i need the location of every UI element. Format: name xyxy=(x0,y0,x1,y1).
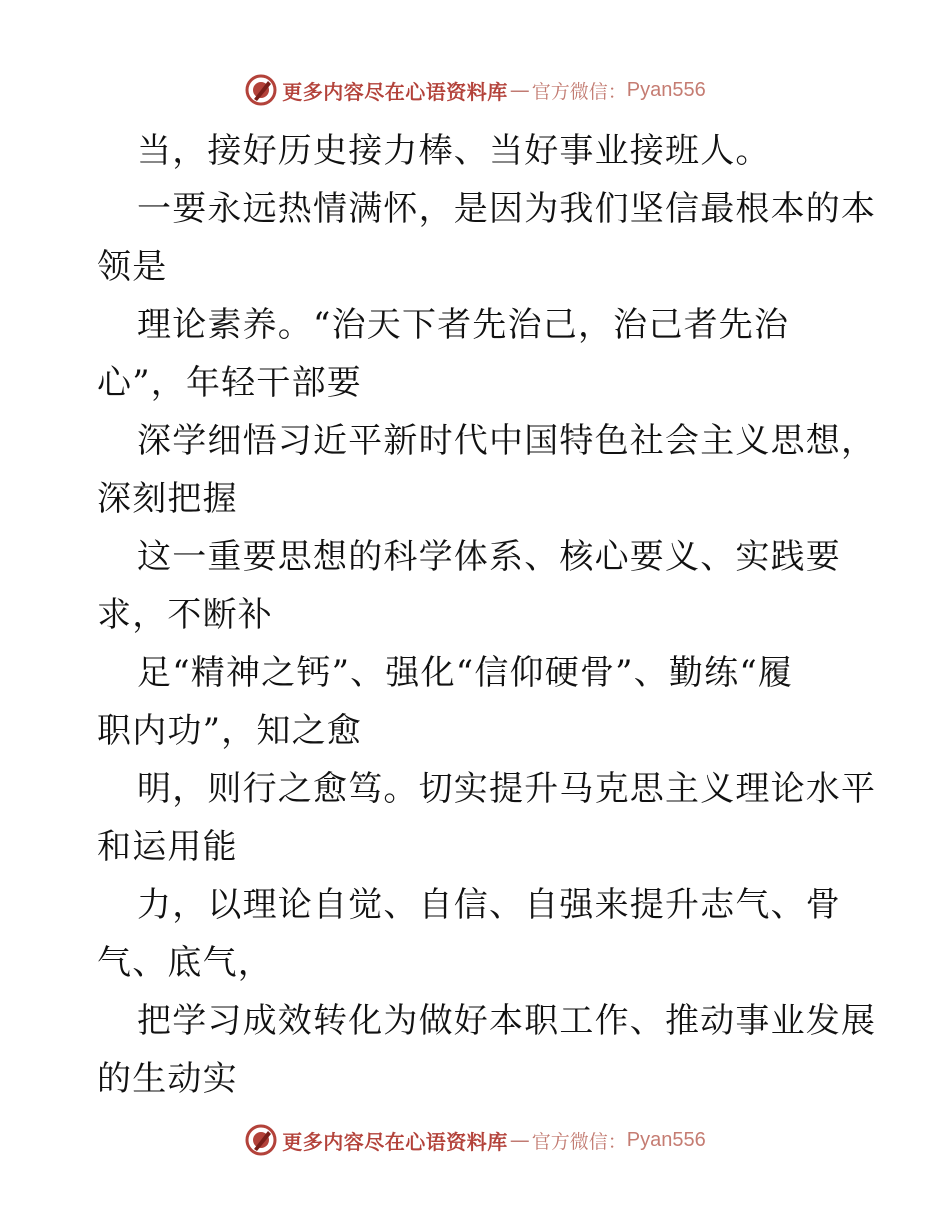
text-line: 力，以理论自觉、自信、自强来提升志气、骨 xyxy=(137,885,841,925)
document-body xyxy=(97,122,877,1108)
fountain-pen-logo-icon xyxy=(244,73,278,107)
text-line: 职内功”，知之愈 xyxy=(97,711,362,751)
banner-text: 更多内容尽在心语资料库 xyxy=(282,1129,508,1154)
banner-text: 更多内容尽在心语资料库 xyxy=(282,79,508,104)
footer-banner xyxy=(0,1120,950,1160)
text-line: 领是 xyxy=(97,247,168,287)
text-line: 这一重要思想的科学体系、核心要义、实践要 xyxy=(137,537,841,577)
text-line: 气、底气， xyxy=(97,943,273,983)
text-line: 明，则行之愈笃。切实提升马克思主义理论水平 xyxy=(137,769,877,809)
banner-wechat-label: 官方微信： xyxy=(531,80,627,103)
banner-dash: — xyxy=(509,78,530,102)
text-line: 理论素养。“治天下者先治己，治己者先治 xyxy=(137,305,790,345)
banner-wechat-label: 官方微信： xyxy=(531,1130,627,1153)
text-line: 当，接好历史接力棒、当好事业接班人。 xyxy=(137,131,771,171)
fountain-pen-logo-icon xyxy=(244,1123,278,1157)
text-line: 深学细悟习近平新时代中国特色社会主义思想， xyxy=(137,421,877,461)
header-banner xyxy=(0,70,950,110)
text-line: 的生动实 xyxy=(97,1059,238,1099)
banner-wechat-id: Pyan556 xyxy=(626,1128,706,1151)
banner-wechat-id: Pyan556 xyxy=(626,78,706,101)
text-line: 和运用能 xyxy=(97,827,238,867)
text-line: 把学习成效转化为做好本职工作、推动事业发展 xyxy=(137,1001,877,1041)
text-line: 求，不断补 xyxy=(97,595,273,635)
banner-dash: — xyxy=(509,1128,530,1152)
text-line: 足“精神之钙”、强化“信仰硬骨”、勤练“履 xyxy=(137,653,794,693)
text-line: 一要永远热情满怀，是因为我们坚信最根本的本 xyxy=(137,189,877,229)
text-line: 深刻把握 xyxy=(97,479,238,519)
text-line: 心”，年轻干部要 xyxy=(97,363,362,403)
